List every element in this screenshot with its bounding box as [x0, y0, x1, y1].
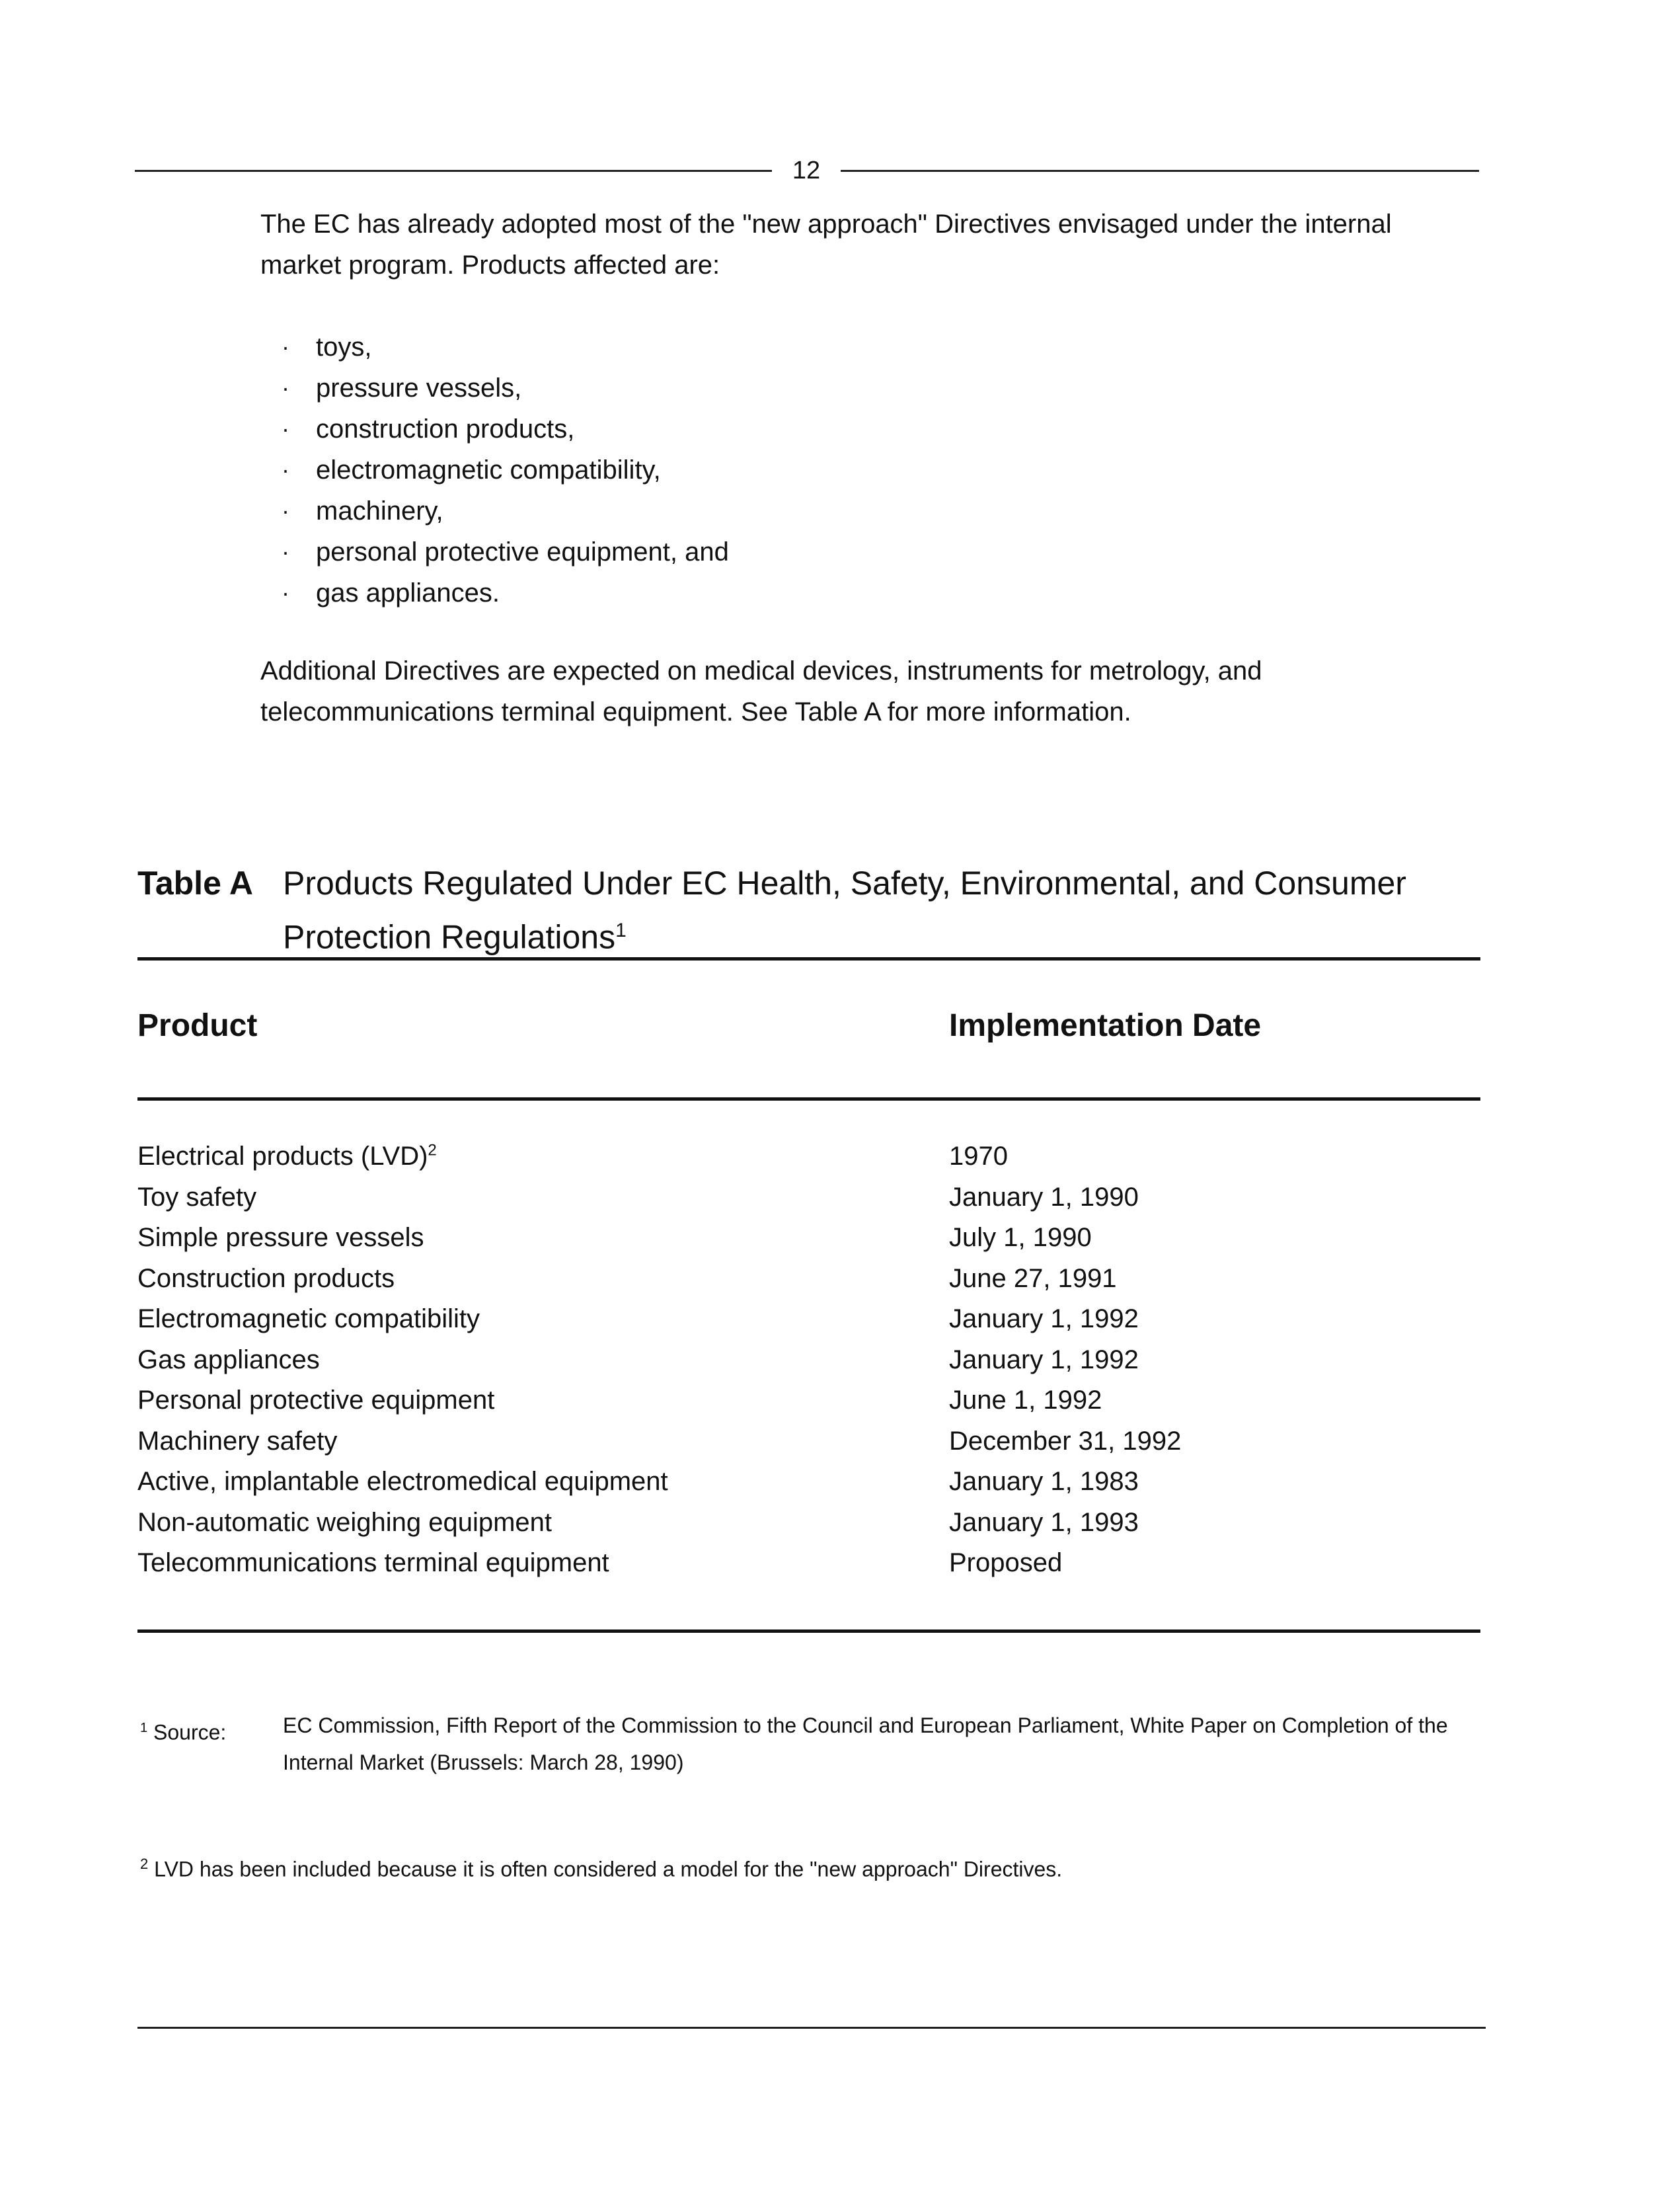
- additional-paragraph: Additional Directives are expected on medical devices, instruments for metrology, and telecommunications terminal equipment. See Table A for more information.: [260, 656, 1262, 726]
- product-cell: Electromagnetic compatibility: [137, 1304, 480, 1333]
- page-header: [135, 151, 1479, 190]
- list-item: [278, 450, 729, 491]
- bullet-icon: ·: [282, 497, 289, 524]
- product-cell: Non-automatic weighing equipment: [137, 1507, 553, 1537]
- date-cell: 1970: [949, 1142, 1008, 1171]
- list-item-text: machinery,: [316, 496, 443, 526]
- table-bottom-rule: [137, 1629, 1480, 1633]
- table-header-rule: [137, 1097, 1480, 1101]
- list-item: [278, 327, 729, 368]
- product-cell: Toy safety: [137, 1182, 257, 1212]
- header-rule-right: [841, 170, 1479, 172]
- product-name: Electrical products (LVD): [137, 1142, 428, 1171]
- product-cell: Machinery safety: [137, 1426, 338, 1456]
- date-cell: Proposed: [949, 1548, 1063, 1577]
- table-title-words: Products Regulated Under EC Health, Safety, Environmental, and Consumer Protection Regulations: [283, 865, 1406, 956]
- product-cell: Gas appliances: [137, 1345, 320, 1374]
- date-cell: January 1, 1990: [949, 1182, 1139, 1212]
- page-bottom-rule: [137, 2027, 1486, 2029]
- intro-paragraph: The EC has already adopted most of the "new approach" Directives envisaged under the internal market program. Products affected are:: [260, 210, 1392, 280]
- list-item-text: personal protective equipment, and: [316, 537, 729, 567]
- table-title-footnote-ref: 1: [615, 920, 627, 941]
- footnote-1-marker: [140, 1709, 226, 1751]
- table-row: [137, 1259, 1480, 1300]
- table-row: [137, 1136, 1480, 1177]
- list-item-text: gas appliances.: [316, 578, 500, 608]
- list-item-text: toys,: [316, 333, 372, 362]
- table-row: [137, 1177, 1480, 1218]
- column-header-product: Product: [137, 1008, 258, 1043]
- list-item-text: pressure vessels,: [316, 373, 522, 403]
- table-top-rule: [137, 957, 1480, 961]
- date-cell: June 27, 1991: [949, 1263, 1117, 1293]
- list-item: [278, 531, 729, 572]
- footnote-2-number: 2: [140, 1856, 149, 1872]
- date-cell: December 31, 1992: [949, 1426, 1182, 1456]
- date-cell: January 1, 1993: [949, 1507, 1139, 1537]
- footnote-1-label: Source:: [153, 1720, 227, 1745]
- list-item: [278, 409, 729, 450]
- product-cell: Simple pressure vessels: [137, 1223, 424, 1252]
- bullet-icon: ·: [282, 333, 289, 360]
- bullet-icon: ·: [282, 579, 289, 606]
- footnote-2-text: LVD has been included because it is often considered a model for the "new approach" Directives.: [154, 1857, 1063, 1881]
- bullet-icon: ·: [282, 374, 289, 401]
- footnote-1-number: 1: [140, 1721, 148, 1735]
- list-item: [278, 572, 729, 613]
- bullet-icon: ·: [282, 415, 289, 442]
- product-cell: Personal protective equipment: [137, 1386, 495, 1415]
- table-row: [137, 1543, 1480, 1584]
- bullet-icon: ·: [282, 538, 289, 565]
- product-cell: Telecommunications terminal equipment: [137, 1548, 609, 1577]
- date-cell: July 1, 1990: [949, 1223, 1092, 1252]
- list-item: [278, 491, 729, 531]
- affected-products-list: [278, 327, 729, 613]
- table-label: Table A: [137, 865, 254, 902]
- product-cell: Construction products: [137, 1263, 395, 1293]
- date-cell: January 1, 1992: [949, 1345, 1139, 1374]
- date-cell: January 1, 1992: [949, 1304, 1139, 1333]
- list-item-text: construction products,: [316, 414, 575, 444]
- table-row: [137, 1421, 1480, 1462]
- table-row: [137, 1462, 1480, 1503]
- date-cell: January 1, 1983: [949, 1467, 1139, 1496]
- table-row: [137, 1218, 1480, 1259]
- footnote-1-text: EC Commission, Fifth Report of the Commission to the Council and European Parliament, White Paper on Completion of the Internal Market (Brussels: March 28, 1990): [283, 1713, 1448, 1774]
- page-number: 12: [792, 157, 821, 184]
- bullet-icon: ·: [282, 456, 289, 483]
- footnote-2: [140, 1846, 1396, 1888]
- column-header-date: Implementation Date: [949, 1008, 1262, 1043]
- footnote-ref: 2: [428, 1141, 437, 1159]
- list-item-text: electromagnetic compatibility,: [316, 455, 661, 485]
- table-title-text: [283, 859, 1479, 961]
- product-cell: Active, implantable electromedical equipment: [137, 1467, 668, 1496]
- date-cell: June 1, 1992: [949, 1386, 1102, 1415]
- table-row: [137, 1503, 1480, 1544]
- table-row: [137, 1340, 1480, 1381]
- product-cell: [137, 1136, 437, 1177]
- list-item: [278, 368, 729, 409]
- table-row: [137, 1380, 1480, 1421]
- table-body: [137, 1136, 1480, 1584]
- table-row: [137, 1299, 1480, 1340]
- header-rule-left: [135, 170, 772, 172]
